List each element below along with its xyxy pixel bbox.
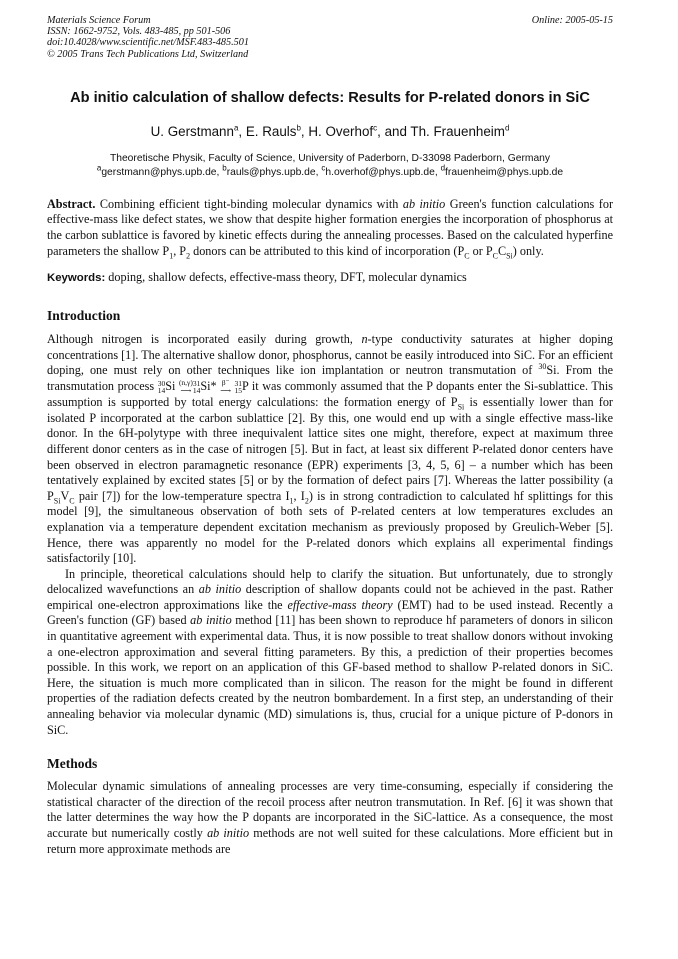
author-mark: a xyxy=(233,123,239,133)
email-list: $^a$gerstmann@phys.upb.de, $^b$rauls@phys.upb.de, $^c$h.overhof@phys.upb.de, $^d$frauenheim@phys.upb.de xyxy=(96,163,564,178)
email-link[interactable]: h.overhof@phys.upb.de xyxy=(325,166,435,178)
email-mark: d xyxy=(440,163,446,173)
author-list: U. Gerstmann$^a$, E. Rauls$^b$, H. Overhof$^c$, and Th. Frauenheim$^d$ xyxy=(150,123,510,139)
author-name: U. Gerstmann xyxy=(150,123,234,139)
author-name: H. Overhof xyxy=(308,123,374,139)
keywords-text: doping, shallow defects, effective-mass theory, DFT, molecular dynamics xyxy=(108,270,467,285)
isotope-notation: 31 14 xyxy=(192,379,201,396)
online-date: Online: 2005-05-15 xyxy=(531,15,613,26)
isotope-notation: 31 15 xyxy=(234,379,243,396)
isotope-notation: 30 14 xyxy=(157,379,166,396)
journal-header xyxy=(47,15,613,60)
affiliation: Theoretische Physik, Faculty of Science, University of Paderborn, D-33098 Paderborn, Germany xyxy=(109,152,551,164)
methods-paragraph: Molecular dynamic simulations of annealing processes are very time-consuming, especially if considering the statistical character of the direction of the recoil process after neutron transmutation. In Ref. [6] it was shown that the latter determines the way how the P dopants are incorporated in the SiC-lattice. As a consequence, the most accurate but numerically costly ab initio methods are not well suited for these calculations. More efficient but in return more approximate methods are xyxy=(47,779,614,856)
intro-paragraph-1: Although nitrogen is incorporated easily during growth, n-type conductivity saturates at higher doping concentrations [1]. The alternative shallow donor, phosphorus, cannot be easily introduced into SiC. For an efficient doping, one must rely on other techniques like ion implantation or neutron transmutation of $^{30}$Si. From the transmutation process 30 14Si (n,γ) ⟶31 14Si* β⁻ ⟶ 31 15P it was commonly assumed that the P dopants enter the Si-sublattice. This assumption is supported by total energy calculations: the formation energy of $P_{Si}$ is essentially lower than for isolated P incorporated at the carbon sublattice [2]. By this, one would end up with a single effective mass-like donor. In the 6H-polytype with three inequivalent lattice sites one might, therefore, expect at maximum three different donor centers as in the case of nitrogen [5]. But in fact, at least six different P-related donor centers have been observed in electron paramagnetic resonance (EPR) experiments [3, 4, 5, 6] – a number which has been tentatively explained by excited states [5] or by the formation of defect pairs [7]. Whereas the latter possibility (a $P_{Si}V_C$ pair [7]) for the low-temperature spectra $I_1$, $I_2$) is in strong contradiction to calculated hf splittings for this model [9], the simultaneous observation of both sets of P-related centers at low temperatures excludes an explanation via a temperature dependent excitation mechanism as previously proposed by Greulich-Weber [5]. Hence, there was apparently no model for the P-related donors which explains all experimental findings satisfactorily [10]. xyxy=(47,332,614,566)
author-name: Th. Frauenheim xyxy=(410,123,505,139)
abstract-label: Abstract. xyxy=(47,196,96,211)
reaction-arrow: (n,γ) ⟶ xyxy=(178,378,193,396)
author-mark: c xyxy=(373,123,378,133)
abstract: Abstract. Combining efficient tight-binding molecular dynamics with ab initio Green's function calculations for effective-mass like defect states, we show that despite higher formation energies the incorporation of phosphorus at the carbon sublattice is favored by kinetic effects during the annealing processes. Based on the calculated hyperfine parameters the shallow $P_1$, $P_2$ donors can be attributed to this kind of incorporation ($P_C$ or $P_CC_{Si}$) only. xyxy=(47,196,614,261)
author-mark: b xyxy=(296,123,301,133)
journal-name: Materials Science Forum xyxy=(47,15,151,26)
email-link[interactable]: rauls@phys.upb.de xyxy=(226,166,316,178)
section-heading-introduction: Introduction xyxy=(47,308,121,324)
reaction-arrow: β⁻ ⟶ xyxy=(220,378,231,396)
intro-paragraph-2: In principle, theoretical calculations should help to clarify the situation. But unfortunately, due to strongly delocalized wavefunctions an ab initio description of shallow dopants could not be achieved in the past. Rather empirical one-electron approximations like the effective-mass theory (EMT) had to be used instead. Recently a Green's function (GF) based ab initio method [11] has been shown to reproduce hf parameters of donors in silicon in quantitative agreement with experimental data. Thus, it is now possible to treat shallow donors without invoking a one-electron approximation and several fitting parameters. By this, a prediction of their properties becomes possible. In this work, we report on an application of this GF-based method to shallow P-related donors in SiC. Here, the situation is much more complicated than in silicon. The reason for the might be found in different properties of the radiation defects created by the neutron bombardement. In a first step, an understanding of their annealing behavior via molecular dynamic (MD) simulations is, thus, crucial for a unique picture of P-donors in SiC. xyxy=(47,566,614,737)
copyright-line: © 2005 Trans Tech Publications Ltd, Switzerland xyxy=(47,48,249,60)
keywords-label: Keywords: xyxy=(47,272,106,285)
email-mark: b xyxy=(222,163,227,173)
keywords xyxy=(47,270,613,285)
doi-line: doi:10.4028/www.scientific.net/MSF.483-485.501 xyxy=(47,37,249,49)
author-mark: d xyxy=(504,123,510,133)
email-mark: c xyxy=(321,163,326,173)
author-conjunction: and xyxy=(384,123,407,139)
section-heading-methods: Methods xyxy=(47,756,98,772)
email-link[interactable]: gerstmann@phys.upb.de xyxy=(101,166,217,178)
paper-title: Ab initio calculation of shallow defects: Results for P-related donors in SiC xyxy=(70,89,590,106)
paper-page xyxy=(47,15,613,857)
affiliation-block xyxy=(47,152,613,180)
email-link[interactable]: frauenheim@phys.upb.de xyxy=(445,166,564,178)
issn-line: ISSN: 1662-9752, Vols. 483-485, pp 501-506 xyxy=(47,26,231,38)
author-name: E. Rauls xyxy=(245,123,297,139)
email-mark: a xyxy=(96,163,102,173)
